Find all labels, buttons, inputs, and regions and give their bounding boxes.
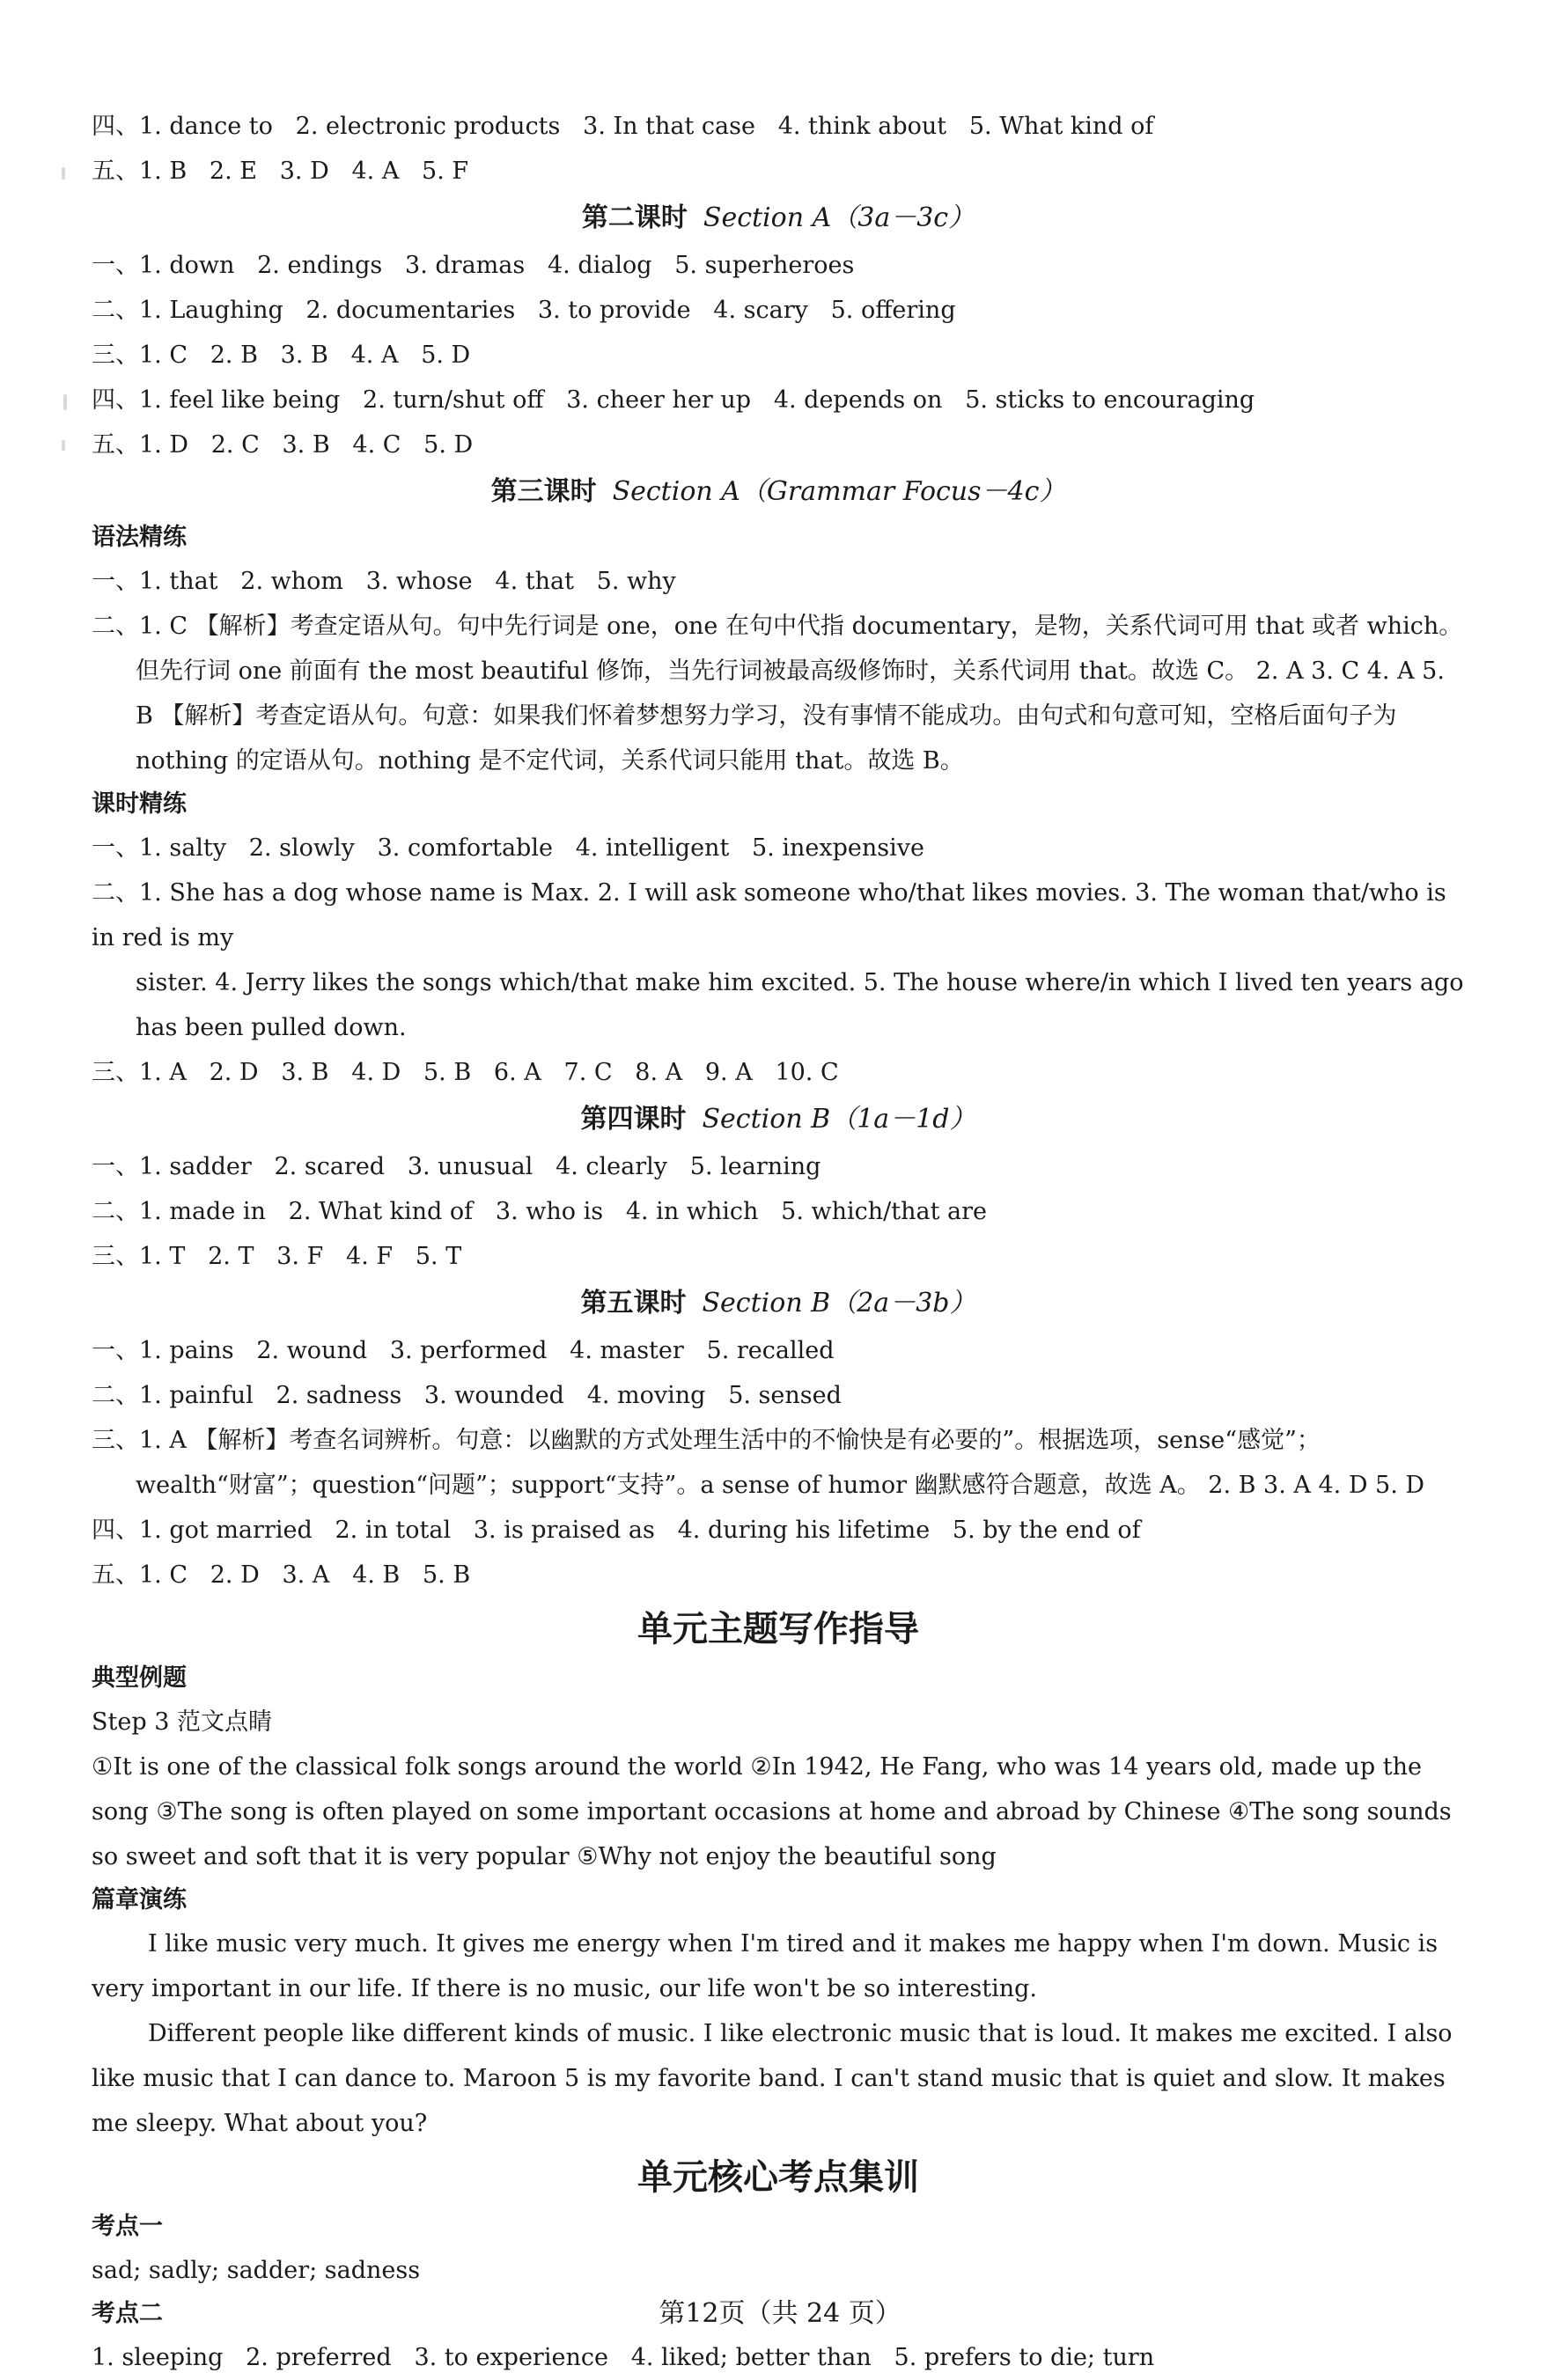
lesson-heading-cn: 第四课时 [580,1104,687,1135]
answer-line: 一、1. down 2. endings 3. dramas 4. dialog 5. superheroes [92,252,855,279]
scan-mark [62,167,65,180]
paragraph-first-line: 三、1. A 【解析】考查名词辨析。句意：以幽默的方式处理生活中的不愉快是有必要的”。根据选项，sense“感觉”； [92,1427,1321,1454]
answer-paragraph [92,1418,1465,1508]
section-label: 篇章演练 [92,1886,187,1914]
answer-line: 一、1. sadder 2. scared 3. unusual 4. clearly 5. learning [92,1153,821,1180]
answer-line: 二、1. made in 2. What kind of 3. who is 4. in which 5. which/that are [92,1198,988,1225]
answer-line: 三、1. A 2. D 3. B 4. D 5. B 6. A 7. C 8. A 9. A 10. C [92,1059,839,1086]
answer-line: 一、1. pains 2. wound 3. performed 4. master 5. recalled [92,1337,835,1364]
section-label: 语法精练 [92,524,187,551]
lesson-heading [92,468,1465,516]
lesson-heading-cn: 第三课时 [490,476,597,507]
unit-heading: 单元主题写作指导 [637,1609,919,1649]
lesson-heading-en: Section A（Grammar Focus－4c） [612,476,1066,507]
lesson-heading-en: Section B（2a－3b） [702,1288,976,1319]
page-content [92,104,1465,2380]
lesson-heading [92,1280,1465,1327]
lesson-heading-cn: 第二课时 [581,202,688,233]
answer-line: 二、1. Laughing 2. documentaries 3. to provide 4. scary 5. offering [92,297,956,324]
essay-paragraph: Different people like different kinds of music. I like electronic music that is loud. It makes me excited. I also like music that I can dance to. Maroon 5 is my favorite band. I can't stand music that is quiet and slow. It makes me sleepy. What about you? [92,2020,1453,2137]
answer-line: 四、1. dance to 2. electronic products 3. In that case 4. think about 5. What kind of [92,113,1154,140]
unit-heading: 单元核心考点集训 [637,2157,919,2198]
answer-line: sad; sadly; sadder; sadness [92,2257,421,2284]
answer-line: 一、1. that 2. whom 3. whose 4. that 5. why [92,568,676,595]
answer-line: 四、1. got married 2. in total 3. is praised as 4. during his lifetime 5. by the end of [92,1517,1141,1544]
answer-line: 五、1. C 2. D 3. A 4. B 5. B [92,1561,471,1589]
answer-line: 一、1. salty 2. slowly 3. comfortable 4. intelligent 5. inexpensive [92,834,924,862]
answer-line: 三、1. T 2. T 3. F 4. F 5. T [92,1243,462,1270]
paragraph-first-line: 二、1. C 【解析】考查定语从句。句中先行词是 one，one 在句中代指 documentary，是物，关系代词可用 that 或者 which。 [92,613,1463,640]
scan-mark [63,394,67,410]
answer-line: 三、1. C 2. B 3. B 4. A 5. D [92,342,471,369]
section-label: 课时精练 [92,790,187,818]
answer-line: 1. sleeping 2. preferred 3. to experience 4. liked; better than 5. prefers to die; turn [92,2344,1155,2371]
scan-mark [62,440,65,451]
answer-line: 二、1. painful 2. sadness 3. wounded 4. moving 5. sensed [92,1382,842,1409]
lesson-heading-en: Section A（3a－3c） [703,202,975,233]
essay-paragraph: I like music very much. It gives me energy when I'm tired and it makes me happy when I'm down. Music is very important in our life. If there is no music, our life won't be so interesting. [92,1930,1439,2002]
section-label: 考点二 [92,2300,163,2327]
answer-line: 五、1. D 2. C 3. B 4. C 5. D [92,431,474,459]
paragraph-continuation: 但先行词 one 前面有 the most beautiful 修饰，当先行词被最高级修饰时，关系代词用 that。故选 C。 2. A 3. C 4. A 5. B 【解析】考查定语从句。句意：如果我们怀着梦想努力学习，没有事情不能成功。由句式和句意可知，空格后面句子为 nothing 的定语从句。nothing 是不定代词，关系代词只能用 that。故选 B。 [136,657,1445,775]
paragraph-continuation: sister. 4. Jerry likes the songs which/that make him excited. 5. The house where/in which I lived ten years ago has been pulled down. [136,969,1464,1041]
lesson-heading-en: Section B（1a－1d） [702,1104,976,1135]
lesson-heading [92,1096,1465,1143]
step-line: Step 3 范文点睛 [92,1708,272,1736]
answer-paragraph [92,604,1465,783]
paragraph-first-line: 二、1. She has a dog whose name is Max. 2. I will ask someone who/that likes movies. 3. The woman that/who is in red is my [92,879,1446,951]
answer-line: 四、1. feel like being 2. turn/shut off 3. cheer her up 4. depends on 5. sticks to encouraging [92,386,1255,414]
answer-line: 五、1. B 2. E 3. D 4. A 5. F [92,158,469,185]
answer-paragraph [92,870,1465,1050]
section-label: 典型例题 [92,1664,187,1692]
lesson-heading [92,195,1465,242]
paragraph-continuation: wealth“财富”；question“问题”；support“支持”。a sense of humor 幽默感符合题意，故选 A。 2. B 3. A 4. D 5. D [136,1472,1425,1499]
page-footer: 第12页（共 24 页） [659,2298,901,2329]
section-label: 考点一 [92,2213,163,2240]
model-sentences: ①It is one of the classical folk songs around the world ②In 1942, He Fang, who was 14 years old, made up the song ③The song is often played on some important occasions at home and abroad by Chinese ④The song sounds so sweet and soft that it is very popular ⑤Why not enjoy the beautiful song [92,1753,1452,1870]
lesson-heading-cn: 第五课时 [580,1288,687,1319]
